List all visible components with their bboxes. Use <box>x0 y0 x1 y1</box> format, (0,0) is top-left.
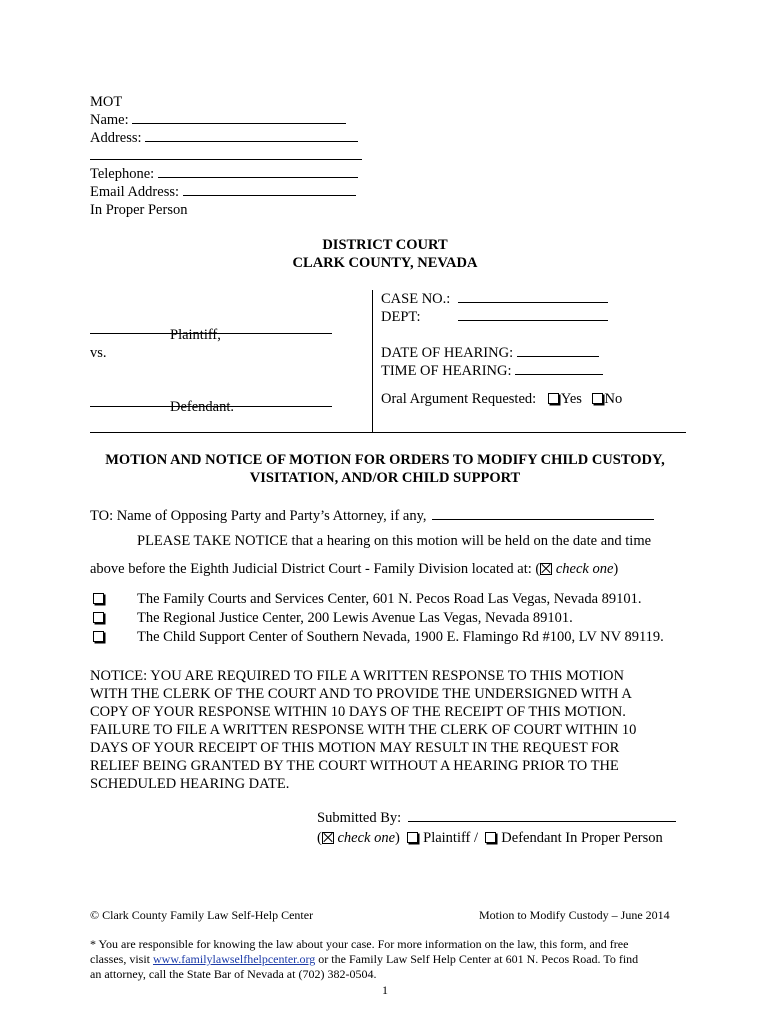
location-option-3[interactable] <box>93 629 106 646</box>
telephone-field[interactable] <box>90 166 358 183</box>
response-notice <box>90 667 690 793</box>
page-number: 1 <box>382 983 388 997</box>
check-one-text: check one <box>337 830 396 846</box>
case-no-blank[interactable] <box>458 302 608 303</box>
footer-note-text: or the Family Law Self Help Center at 601 N. Pecos Road. To find <box>315 952 639 966</box>
name-label: Name: <box>90 112 129 128</box>
footer-note-text: classes, visit <box>90 952 153 966</box>
location-label-1: The Family Courts and Services Center, 601 N. Pecos Road Las Vegas, Nevada 89101. <box>137 591 642 607</box>
location-label-2: The Regional Justice Center, 200 Lewis Avenue Las Vegas, Nevada 89101. <box>137 610 573 626</box>
case-no-label: CASE NO.: <box>381 291 451 307</box>
submitted-by-label: Submitted By: <box>317 810 402 826</box>
notice-line: WITH THE CLERK OF THE COURT AND TO PROVIDE THE UNDERSIGNED WITH A <box>90 686 632 702</box>
open-paren: ( <box>317 830 322 846</box>
time-hearing-label: TIME OF HEARING: <box>381 363 512 379</box>
checked-box-icon <box>322 832 334 844</box>
location-option-2[interactable] <box>93 610 106 627</box>
location-instruction <box>90 561 618 578</box>
submitted-by-field[interactable] <box>317 810 676 827</box>
dept-field[interactable] <box>381 309 608 326</box>
plaintiff-checkbox[interactable] <box>407 832 418 843</box>
to-label: TO: Name of Opposing Party and Party’s Attorney, if any, <box>90 508 427 524</box>
submitted-by-blank[interactable] <box>408 821 676 822</box>
vs-label: vs. <box>90 345 107 361</box>
caption-divider <box>372 290 373 432</box>
court-name: DISTRICT COURT <box>322 237 448 253</box>
submitter-role-row <box>317 830 663 847</box>
notice-line: DAYS OF YOUR RECEIPT OF THIS MOTION MAY RESULT IN THE REQUEST FOR <box>90 740 620 756</box>
checked-box-icon <box>540 563 552 575</box>
email-field[interactable] <box>90 184 356 201</box>
address-blank[interactable] <box>145 141 358 142</box>
date-hearing-field[interactable] <box>381 345 599 362</box>
email-blank[interactable] <box>183 195 356 196</box>
close-paren: ) <box>395 830 400 846</box>
defendant-role-label: Defendant In Proper Person <box>501 830 663 846</box>
checkbox-icon[interactable] <box>93 593 104 604</box>
date-hearing-blank[interactable] <box>517 356 599 357</box>
footer-copyright: © Clark County Family Law Self-Help Center <box>90 908 314 922</box>
footer-note-line1: * You are responsible for knowing the law about your case. For more information on the law, this form, and free <box>90 937 629 951</box>
dept-blank[interactable] <box>458 320 608 321</box>
address-blank-2[interactable] <box>90 159 362 160</box>
name-field[interactable] <box>90 112 346 129</box>
telephone-label: Telephone: <box>90 166 155 182</box>
mot-label: MOT <box>90 94 123 110</box>
no-label: No <box>604 391 623 407</box>
footer-note-line2 <box>90 952 690 967</box>
email-label: Email Address: <box>90 184 180 200</box>
notice-line: COPY OF YOUR RESPONSE WITHIN 10 DAYS OF THE RECEIPT OF THIS MOTION. <box>90 704 626 720</box>
case-no-field[interactable] <box>381 291 608 308</box>
caption-bottom-rule <box>90 432 686 433</box>
address-label: Address: <box>90 130 142 146</box>
notice-line: RELIEF BEING GRANTED BY THE COURT WITHOUT A HEARING PRIOR TO THE <box>90 758 619 774</box>
plaintiff-label: Plaintiff, <box>170 327 221 343</box>
yes-checkbox[interactable] <box>548 393 559 404</box>
address-field[interactable] <box>90 130 358 147</box>
telephone-blank[interactable] <box>158 177 358 178</box>
checkbox-icon[interactable] <box>93 612 104 623</box>
notice-line: SCHEDULED HEARING DATE. <box>90 776 290 792</box>
footer-note <box>90 937 690 982</box>
footer-form-title: Motion to Modify Custody – June 2014 <box>479 908 670 922</box>
oral-argument-label: Oral Argument Requested: <box>381 391 537 407</box>
notice-line: NOTICE: YOU ARE REQUIRED TO FILE A WRITTEN RESPONSE TO THIS MOTION <box>90 668 624 684</box>
opposing-party-blank[interactable] <box>432 519 654 520</box>
defendant-checkbox[interactable] <box>485 832 496 843</box>
check-one-text: check one <box>555 561 614 577</box>
notice-line: FAILURE TO FILE A WRITTEN RESPONSE WITH THE CLERK OF COURT WITHIN 10 <box>90 722 637 738</box>
please-take-notice: PLEASE TAKE NOTICE that a hearing on this motion will be held on the date and time <box>137 533 652 549</box>
above-before-text: above before the Eighth Judicial District Court - Family Division located at: ( <box>90 561 541 577</box>
proper-person-label: In Proper Person <box>90 202 188 218</box>
checkbox-icon[interactable] <box>93 631 104 642</box>
name-blank[interactable] <box>132 123 346 124</box>
yes-label: Yes <box>560 391 582 407</box>
motion-title-line1: MOTION AND NOTICE OF MOTION FOR ORDERS TO MODIFY CHILD CUSTODY, <box>105 452 665 468</box>
to-line[interactable] <box>90 508 654 525</box>
oral-argument-row <box>381 391 622 408</box>
no-checkbox[interactable] <box>592 393 603 404</box>
court-county: CLARK COUNTY, NEVADA <box>292 255 478 271</box>
date-hearing-label: DATE OF HEARING: <box>381 345 514 361</box>
defendant-label: Defendant. <box>170 399 235 415</box>
close-paren: ) <box>613 561 619 577</box>
time-hearing-field[interactable] <box>381 363 603 380</box>
location-option-1[interactable] <box>93 591 106 608</box>
motion-title-line2: VISITATION, AND/OR CHILD SUPPORT <box>249 470 521 486</box>
time-hearing-blank[interactable] <box>515 374 603 375</box>
footer-note-line3: an attorney, call the State Bar of Nevada at (702) 382-0504. <box>90 967 377 981</box>
self-help-link[interactable]: www.familylawselfhelpcenter.org <box>153 952 316 966</box>
location-label-3: The Child Support Center of Southern Nevada, 1900 E. Flamingo Rd #100, LV NV 89119. <box>137 629 664 645</box>
dept-label: DEPT: <box>381 309 421 325</box>
plaintiff-role-label: Plaintiff / <box>423 830 479 846</box>
address-line2[interactable] <box>90 148 362 165</box>
